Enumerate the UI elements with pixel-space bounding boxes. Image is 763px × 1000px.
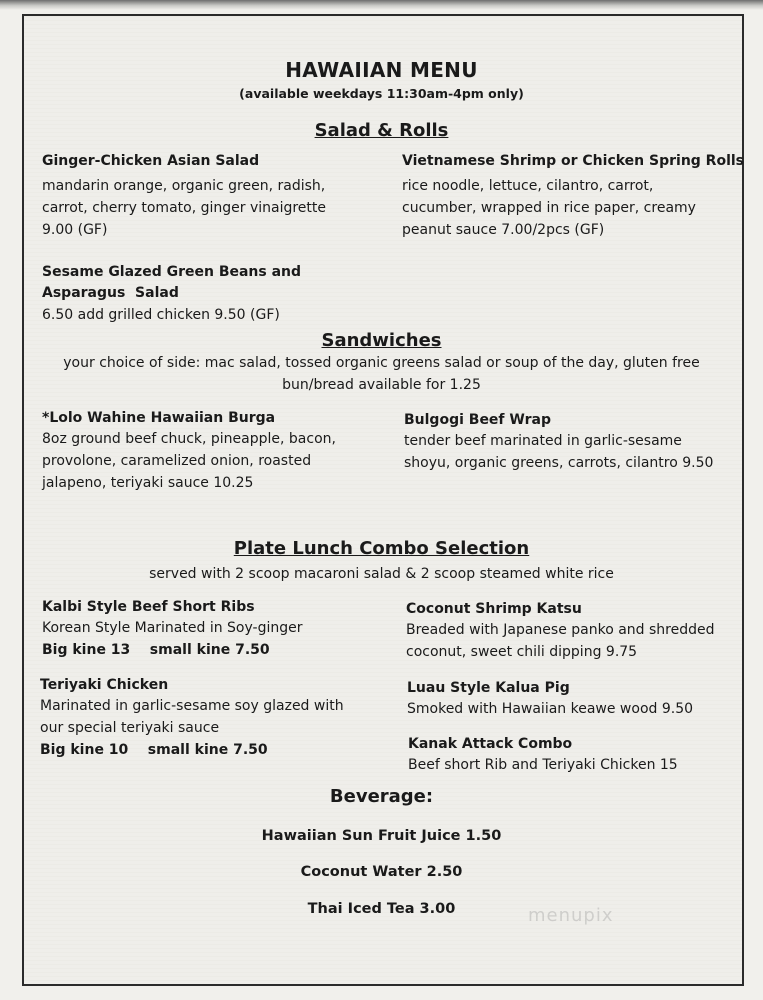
- menu-item-teriyaki-chicken: [40, 675, 344, 761]
- item-description: [42, 428, 336, 494]
- page-title: HAWAIIAN MENU: [285, 58, 478, 82]
- item-name: [42, 262, 301, 304]
- menu-item-lolo-wahine-burga: [42, 408, 336, 494]
- menu-item-green-beans-salad: [42, 262, 301, 326]
- item-price-line: Big kine 13 small kine 7.50: [42, 642, 270, 658]
- desc-line: jalapeno, teriyaki sauce 10.25: [42, 475, 254, 491]
- menu-item-bulgogi-beef-wrap: [404, 410, 713, 474]
- menu-item-ginger-chicken-salad: [42, 151, 326, 241]
- item-description: [402, 175, 744, 241]
- section-heading-beverage: Beverage:: [329, 786, 434, 807]
- plate-lunch-side-note: served with 2 scoop macaroni salad & 2 scoop steamed white rice: [149, 566, 614, 582]
- item-name: Ginger-Chicken Asian Salad: [42, 153, 260, 169]
- desc-line: 8oz ground beef chuck, pineapple, bacon,: [42, 431, 336, 447]
- section-heading-plate-lunch: Plate Lunch Combo Selection: [233, 538, 530, 559]
- menu-item-kalua-pig: [407, 678, 693, 720]
- note-line: bun/bread available for 1.25: [282, 377, 481, 393]
- desc-line: rice noodle, lettuce, cilantro, carrot,: [402, 178, 654, 194]
- item-name: Vietnamese Shrimp or Chicken Spring Rolls: [402, 153, 745, 169]
- item-name-line: Sesame Glazed Green Beans and: [42, 264, 302, 280]
- item-description: [40, 695, 344, 739]
- photo-top-edge: [0, 0, 763, 10]
- item-name-line: Asparagus Salad: [42, 285, 179, 301]
- menu-item-kanak-attack-combo: [408, 734, 678, 776]
- desc-line: cucumber, wrapped in rice paper, creamy: [402, 200, 696, 216]
- section-heading-salad-rolls: Salad & Rolls: [314, 120, 449, 141]
- desc-line: tender beef marinated in garlic-sesame: [404, 433, 682, 449]
- item-name: Bulgogi Beef Wrap: [404, 412, 551, 428]
- watermark-logo: menupix: [528, 905, 614, 926]
- availability-note: (available weekdays 11:30am-4pm only): [239, 86, 524, 101]
- item-description: [404, 430, 713, 474]
- desc-line: shoyu, organic greens, carrots, cilantro 9.50: [404, 455, 714, 471]
- item-description: 6.50 add grilled chicken 9.50 (GF): [42, 307, 280, 323]
- item-name: Kalbi Style Beef Short Ribs: [42, 599, 255, 615]
- desc-line: mandarin orange, organic green, radish,: [42, 178, 326, 194]
- desc-line: carrot, cherry tomato, ginger vinaigrette: [42, 200, 327, 216]
- beverage-item: Coconut Water 2.50: [300, 864, 463, 880]
- desc-line: Breaded with Japanese panko and shredded: [406, 622, 715, 638]
- item-price-line: Big kine 10 small kine 7.50: [40, 742, 268, 758]
- desc-line: coconut, sweet chili dipping 9.75: [406, 644, 638, 660]
- menu-item-coconut-shrimp-katsu: [406, 599, 715, 663]
- beverage-item: Hawaiian Sun Fruit Juice 1.50: [261, 828, 502, 844]
- note-line: your choice of side: mac salad, tossed organic greens salad or soup of the day, gluten free: [63, 355, 700, 371]
- item-description: Korean Style Marinated in Soy-ginger: [42, 620, 303, 636]
- desc-line: provolone, caramelized onion, roasted: [42, 453, 312, 469]
- item-description: [406, 619, 715, 663]
- item-name: Luau Style Kalua Pig: [407, 680, 570, 696]
- sandwiches-side-note: [0, 352, 763, 396]
- desc-line: our special teriyaki sauce: [40, 720, 220, 736]
- desc-line: peanut sauce 7.00/2pcs (GF): [402, 222, 605, 238]
- desc-line: 9.00 (GF): [42, 222, 108, 238]
- menu-item-kalbi-short-ribs: [42, 597, 302, 661]
- item-name: Coconut Shrimp Katsu: [406, 601, 582, 617]
- item-description: [42, 175, 326, 241]
- beverage-item: Thai Iced Tea 3.00: [307, 901, 456, 917]
- item-name: Kanak Attack Combo: [408, 736, 573, 752]
- item-name: *Lolo Wahine Hawaiian Burga: [42, 410, 276, 426]
- menu-item-spring-rolls: [402, 151, 744, 241]
- desc-line: Marinated in garlic-sesame soy glazed with: [40, 698, 344, 714]
- item-name: Teriyaki Chicken: [40, 677, 169, 693]
- item-description: Beef short Rib and Teriyaki Chicken 15: [408, 757, 678, 773]
- section-heading-sandwiches: Sandwiches: [321, 330, 442, 351]
- item-description: Smoked with Hawaiian keawe wood 9.50: [407, 701, 694, 717]
